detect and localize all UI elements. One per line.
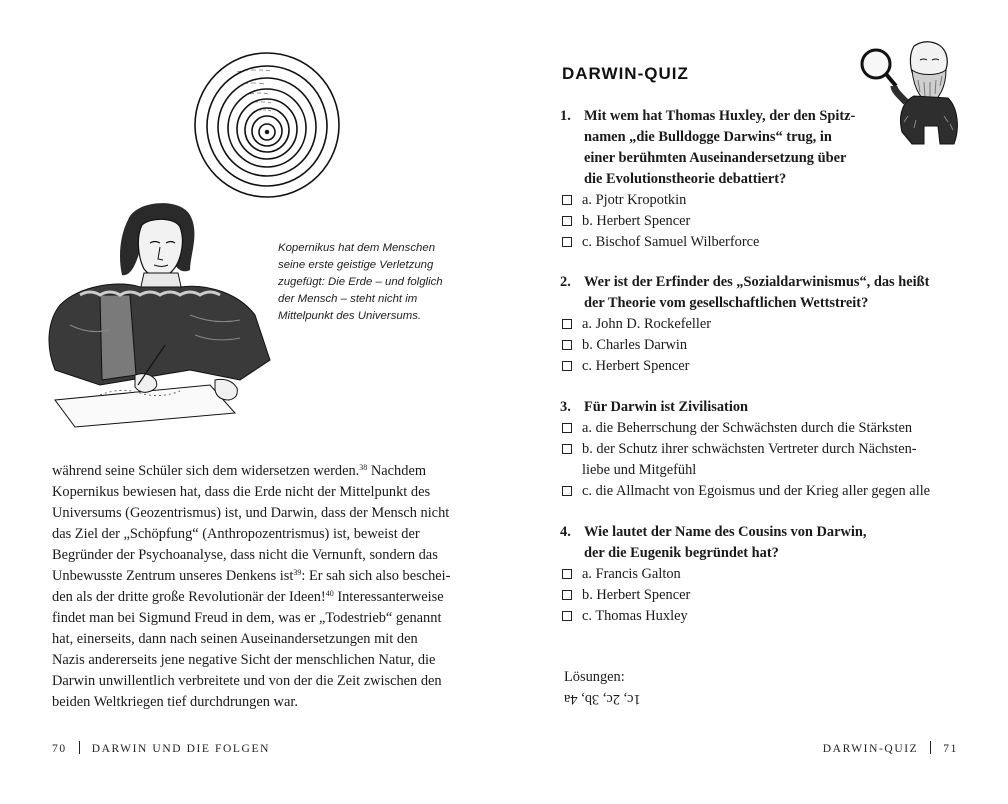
answer-option[interactable]: a. Pjotr Kropotkin <box>560 190 950 211</box>
body-line: Kopernikus bewiesen hat, dass die Erde nicht der Mittelpunkt des <box>52 484 431 500</box>
footer-separator <box>79 741 80 754</box>
answer-option[interactable]: a. die Beherrschung der Schwächsten durch die Stärksten <box>560 418 950 439</box>
answer-option[interactable]: b. der Schutz ihrer schwächsten Vertreter durch Nächsten- liebe und Mitgefühl <box>560 439 950 481</box>
copernicus-caption <box>278 240 453 325</box>
page-title: DARWIN-QUIZ <box>562 64 689 83</box>
page-number: 70 <box>52 743 67 755</box>
checkbox[interactable] <box>562 216 572 226</box>
running-head: DARWIN-QUIZ <box>822 743 919 755</box>
question-text: 4. Wie lautet der Name des Cousins von Darwin, der die Eugenik begründet hat? <box>560 524 867 561</box>
question-number: 4. <box>560 524 571 540</box>
footnote-ref: 40 <box>325 589 334 598</box>
solutions-answers-upside-down: 1c, 2c, 3b, 4a <box>564 691 641 707</box>
quiz-question-3 <box>560 397 950 502</box>
question-number: 1. <box>560 108 571 124</box>
right-page <box>504 0 1008 804</box>
checkbox[interactable] <box>562 319 572 329</box>
geocentric-orbits-illustration <box>192 50 342 200</box>
question-text: 2. Wer ist der Erfinder des „Sozialdarwinismus“, das heißt der Theorie vom gesellschaftlichen Wettstreit? <box>560 274 930 311</box>
body-text <box>52 461 452 713</box>
body-line: Begründer der Psychoanalyse, dass nicht die Vernunft, sondern das <box>52 547 438 563</box>
answer-option[interactable]: b. Herbert Spencer <box>560 211 950 232</box>
footer-separator <box>930 741 931 754</box>
solutions-label: Lösungen: <box>564 669 625 685</box>
answer-option[interactable]: c. die Allmacht von Egoismus und der Krieg aller gegen alle <box>560 481 950 502</box>
question-text: 3. Für Darwin ist Zivilisation <box>560 397 950 418</box>
answer-option[interactable]: c. Thomas Huxley <box>560 606 950 627</box>
body-line: den als der dritte große Revolutionär der Ideen!$^{40}$ Interessanterweise <box>52 589 444 605</box>
caption-line: Kopernikus hat dem Menschen <box>278 242 436 254</box>
body-line: findet man bei Sigmund Freud in dem, was er „Todestrieb“ genannt <box>52 610 442 626</box>
checkbox[interactable] <box>562 486 572 496</box>
body-line: während seine Schüler sich dem widersetzen werden.$^{38}$ Nachdem <box>52 463 427 479</box>
checkbox[interactable] <box>562 444 572 454</box>
running-head: DARWIN UND DIE FOLGEN <box>91 743 270 755</box>
footnote-ref: 39 <box>293 568 302 577</box>
checkbox[interactable] <box>562 195 572 205</box>
checkbox[interactable] <box>562 340 572 350</box>
answer-option[interactable]: b. Charles Darwin <box>560 335 950 356</box>
quiz-question-4 <box>560 522 950 627</box>
footnote-ref: 38 <box>359 463 368 472</box>
quiz-question-2 <box>560 272 950 377</box>
answer-option[interactable]: a. Francis Galton <box>560 564 950 585</box>
answer-option[interactable]: c. Herbert Spencer <box>560 356 950 377</box>
body-line: Darwin unwillentlich verbreitete und von der die Zeit zwischen den <box>52 673 442 689</box>
question-number: 3. <box>560 399 571 415</box>
left-footer <box>52 741 270 755</box>
page-number: 71 <box>943 743 958 755</box>
answer-option[interactable]: a. John D. Rockefeller <box>560 314 950 335</box>
checkbox[interactable] <box>562 590 572 600</box>
body-line: beiden Weltkriegen tief durchdrungen war. <box>52 694 298 710</box>
copernicus-illustration <box>40 195 285 430</box>
body-line: Universums (Geozentrismus) ist, und Darwin, dass der Mensch nicht <box>52 505 450 521</box>
checkbox[interactable] <box>562 569 572 579</box>
body-line: Nazis andererseits jene negative Sicht der menschlichen Natur, die <box>52 652 436 668</box>
solutions <box>564 667 641 709</box>
quiz-question-1 <box>560 106 950 253</box>
answer-option[interactable]: b. Herbert Spencer <box>560 585 950 606</box>
checkbox[interactable] <box>562 237 572 247</box>
question-number: 2. <box>560 274 571 290</box>
caption-line: seine erste geistige Verletzung <box>278 259 434 271</box>
body-line: Unbewusste Zentrum unseres Denkens ist$^{39}$: Er sah sich also beschei- <box>52 568 451 584</box>
question-text: 1. Mit wem hat Thomas Huxley, der den Spitz- namen „die Bulldogge Darwins“ trug, in einer berühmten Auseinandersetzung über die Evolutionstheorie debattiert? <box>560 108 856 187</box>
answer-option[interactable]: c. Bischof Samuel Wilberforce <box>560 232 950 253</box>
checkbox[interactable] <box>562 361 572 371</box>
right-footer <box>823 741 958 755</box>
caption-line: zugefügt: Die Erde – und folglich <box>278 276 443 288</box>
caption-line: Mittelpunkt des Universums. <box>278 310 422 322</box>
checkbox[interactable] <box>562 611 572 621</box>
caption-line: der Mensch – steht nicht im <box>278 293 418 305</box>
body-line: hat, einerseits, dann nach seinen Auseinandersetzungen mit den <box>52 631 418 647</box>
body-line: das Ziel der „Schöpfung“ (Anthropozentrismus) ist, beweist der <box>52 526 420 542</box>
checkbox[interactable] <box>562 423 572 433</box>
